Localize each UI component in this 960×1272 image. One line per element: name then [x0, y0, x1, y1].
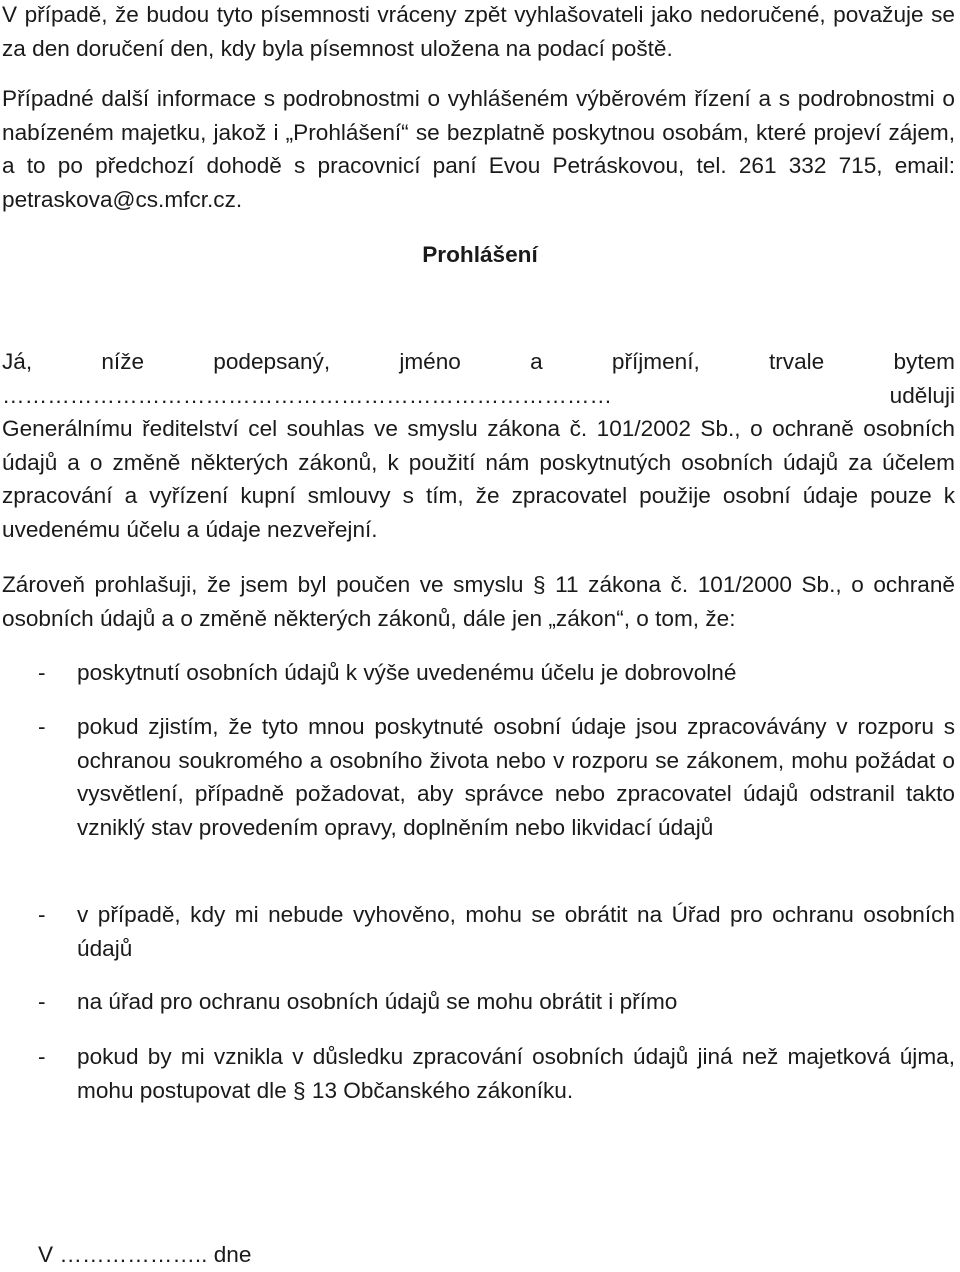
- list-item: poskytnutí osobních údajů k výše uvedenému účelu je dobrovolné: [77, 660, 737, 685]
- list-item: v případě, kdy mi nebude vyhověno, mohu se obrátit na Úřad pro ochranu osobních údajů: [77, 902, 955, 961]
- consent-line-fill: ……………………………………………………………………… uděluji: [2, 382, 955, 408]
- list-marker: -: [38, 989, 46, 1014]
- list-item: na úřad pro ochranu osobních údajů se mohu obrátit i přímo: [77, 989, 678, 1014]
- paragraph-acknowledgement: Zároveň prohlašuji, že jsem byl poučen ve smyslu § 11 zákona č. 101/2000 Sb., o ochraně osobních údajů a o změně některých zákonů, dále jen „zákon“, o tom, že:: [2, 572, 955, 631]
- paragraph-consent: [2, 345, 955, 546]
- list-marker: -: [38, 902, 46, 927]
- consent-line-rest: Generálnímu ředitelství cel souhlas ve smyslu zákona č. 101/2002 Sb., o ochraně osobních údajů a o změně některých zákonů, k použití nám poskytnutých osobních údajů za účelem zpracování a vyřízení kupní smlouvy s tím, že zpracovatel použije osobní údaje pouze k uvedenému účelu a údaje nezveřejní.: [2, 416, 955, 542]
- list-marker: -: [38, 660, 46, 685]
- declaration-heading: Prohlášení: [422, 242, 538, 267]
- list-marker: -: [38, 1044, 46, 1069]
- signature-place-date: V ……………….. dne: [38, 1242, 252, 1267]
- list-marker: -: [38, 714, 46, 739]
- paragraph-return-notice: V případě, že budou tyto písemnosti vráceny zpět vyhlašovateli jako nedoručené, považuje se za den doručení den, kdy byla písemnost uložena na podací poště.: [2, 2, 955, 61]
- consent-line-name: Já, níže podepsaný, jméno a příjmení, trvale bytem: [2, 349, 955, 374]
- paragraph-information: Případné další informace s podrobnostmi o vyhlášeném výběrovém řízení a s podrobnostmi o nabízeném majetku, jakož i „Prohlášení“ se bezplatně poskytnou osobám, které projeví zájem, a to po předchozí dohodě s pracovnicí paní Evou Petráskovou, tel. 261 332 715, email: petraskova@cs.mfcr.cz.: [2, 86, 955, 212]
- list-item: pokud zjistím, že tyto mnou poskytnuté osobní údaje jsou zpracovávány v rozporu s ochranou soukromého a osobního života nebo v rozporu se zákonem, mohu požádat o vysvětlení, případně požadovat, aby správce nebo zpracovatel údajů odstranil takto vzniklý stav provedením opravy, doplněním nebo likvidací údajů: [77, 714, 955, 840]
- list-item: pokud by mi vznikla v důsledku zpracování osobních údajů jiná než majetková újma, mohu postupovat dle § 13 Občanského zákoníku.: [77, 1044, 955, 1103]
